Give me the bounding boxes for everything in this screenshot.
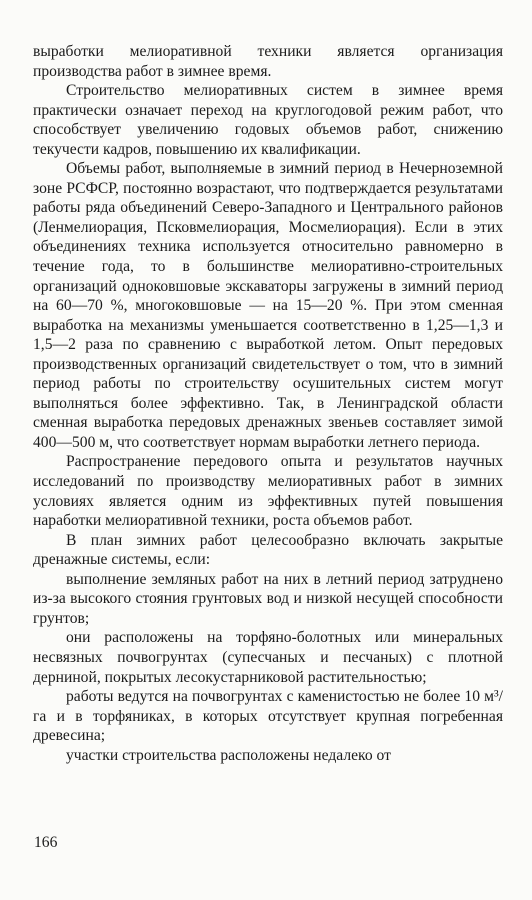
- list-item-soils: они расположены на торфяно-болотных или минеральных несвязных почвогрунтах (супесчаных и песчаных) с плотной дерниной, покрытых лесокустарниковой растительностью;: [33, 629, 503, 686]
- paragraph-continuation: выработки мелиоративной техники является организация производства работ в зимнее время.: [33, 43, 503, 80]
- list-item-earthworks: выполнение земляных работ на них в летний период затруднено из-за высокого стояния грунтовых вод и низкой несущей способности грунтов;: [33, 570, 503, 627]
- paragraph-construction-winter: Строительство мелиоративных систем в зимнее время практически означает переход на круглогодовой режим работ, что способствует увеличению годовых объемов работ, снижению текучести кадров, повышению их квалификации.: [33, 82, 503, 158]
- body-text: [33, 42, 503, 765]
- list-item-sites: участки строительства расположены недалеко от: [66, 746, 391, 764]
- paragraph-winter-plan: В план зимних работ целесообразно включать закрытые дренажные системы, если:: [33, 531, 503, 569]
- list-item-stoniness: работы ведутся на почвогрунтах с каменистостью не более 10 м³/га и в торфяниках, в которых отсутствует крупная погребенная древесина;: [33, 688, 503, 745]
- paragraph-experience-spread: Распространение передового опыта и результатов научных исследований по производству мелиоративных работ в зимних условиях является одним из эффективных путей повышения наработки мелиоративной техники, роста объемов работ.: [33, 453, 503, 530]
- page-number: 166: [34, 834, 58, 851]
- paragraph-work-volumes: Объемы работ, выполняемые в зимний период в Нечерноземной зоне РСФСР, постоянно возрастают, что подтверждается результатами работы ряда объединений Северо-Западного и Центрального районов (Ленмелиорация, Псковмелиорация, Мосмелиорация). Если в этих объединениях техника используется относительно равномерно в течение года, то в большинстве мелиоративно-строительных организаций одноковшовые экскаваторы загружены в зимний период на 60—70 %, многоковшовые — на 15—20 %. При этом сменная выработка на механизмы уменьшается соответственно в 1,25—1,3 и 1,5—2 раза по сравнению с выработкой летом. Опыт передовых производственных организаций свидетельствует о том, что в зимний период работы по строительству осушительных систем могут выполняться более эффективно. Так, в Ленинградской области сменная выработка передовых дренажных звеньев составляет зимой 400—500 м, что соответствует нормам выработки летнего периода.: [33, 160, 503, 451]
